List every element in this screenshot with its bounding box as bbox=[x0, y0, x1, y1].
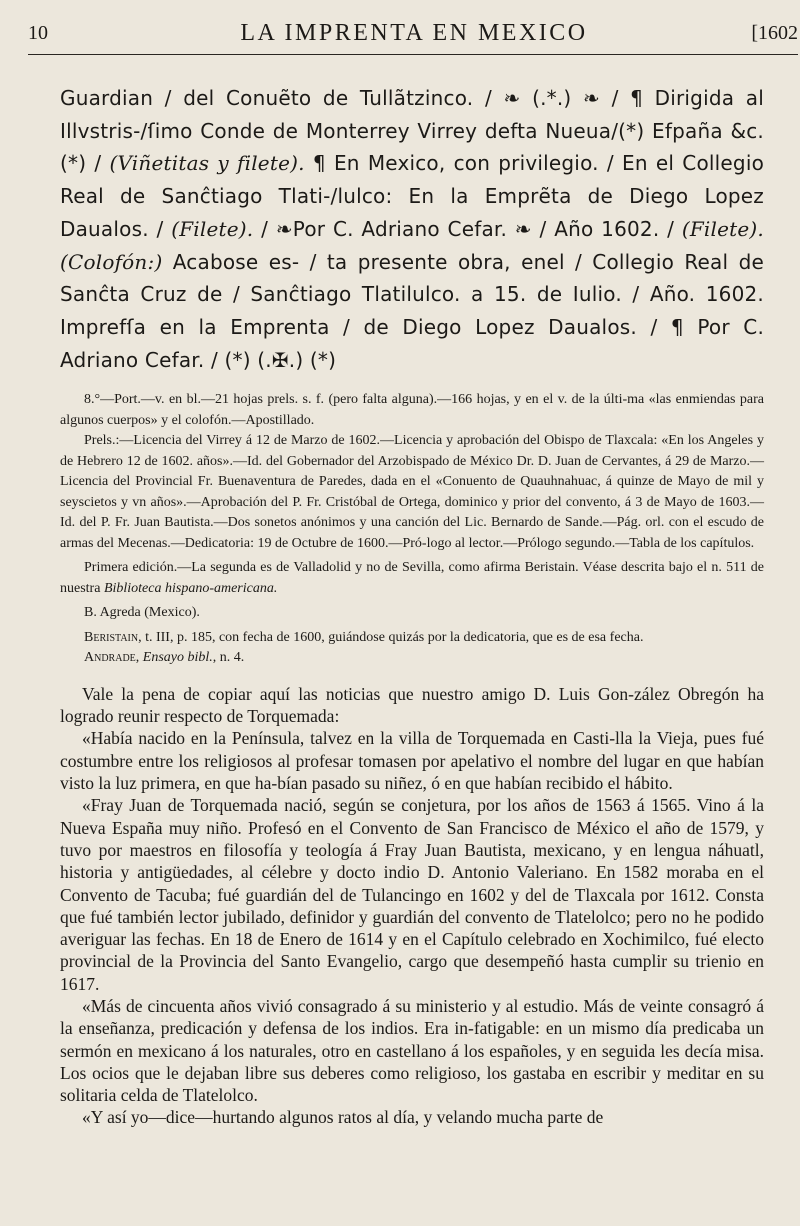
edition-reference: Biblioteca hispano-americana. bbox=[103, 580, 278, 596]
title-transcription bbox=[60, 82, 764, 376]
title-text: Guardian / del Conuẽto de Tullãtzinco. / bbox=[60, 86, 504, 110]
essay-paragraph: «Y así yo—dice—hurtando algunos ratos al día, y velando mucha parte de bbox=[82, 1107, 604, 1128]
title-editorial-note: (Filete). (Colofón:) bbox=[60, 216, 764, 274]
andrade-reference bbox=[60, 648, 764, 669]
title-editorial-note: (Viñetitas y filete). bbox=[109, 151, 305, 176]
essay-text bbox=[60, 683, 764, 1129]
author-name: Beristain bbox=[84, 629, 139, 645]
running-title: LA IMPRENTA EN MEXICO bbox=[240, 20, 588, 46]
title-text: / ¶ Dirigida al Illvstris-/ſimo Conde de Monterrey Virrey defta Nueua/(*) Efpaña &c. (*) / bbox=[60, 86, 764, 176]
title-text: Por C. Adriano Cefar. bbox=[292, 216, 515, 241]
prelims-note: Prels.:—Licencia del Virrey á 12 de Marzo de 1602.—Licencia y aprobación del Obispo de Tlaxcala: «En los Angeles y de Hebrero 12 de 1602. años».—Id. del Gobernador del Arzobispado de México Dr. D. Juan de Cervantes, á 29 de Marzo.—Licencia del Provincial Fr. Buenaventura de Paredes, dada en el «Conuento de Quauhnahuac, á quinze de Mayo de mil y seyscietos y vn años».—Aprobación del P. Fr. Cristóbal de Ortega, dominico y prior del convento, á 3 de Mayo de 1603.—Id. del P. Fr. Juan Bautista.—Dos sonetos anónimos y una canción del Lic. Bernardo de Sande.—Pág. orl. con el escudo de armas del Mecenas.—Dedicatoria: 19 de Octubre de 1600.—Pró-logo al lector.—Prólogo segundo.—Tabla de los capítulos. bbox=[60, 433, 764, 551]
header-rule bbox=[28, 54, 798, 55]
running-header bbox=[28, 12, 800, 52]
essay-paragraph: «Había nacido en la Península, talvez en la villa de Torquemada en Casti-lla la Vieja, pues fué costumbre entre los religiosos al profesar tomasen por apelativo el nombre del lugar en que habían visto la luz primera, en que ha-bían pasado su niñez, ó en que habían recibido el hábito. bbox=[60, 728, 764, 794]
collation-note: 8.°—Port.—v. en bl.—21 hojas prels. s. f. (pero falta alguna).—166 hojas, y en el v. de la últi-ma «las enmiendas para algunos cuerpos» y el colofón.—Apostillado. bbox=[60, 392, 764, 428]
essay-paragraph: Vale la pena de copiar aquí las noticias que nuestro amigo D. Luis Gon-zález Obregón ha logrado reunir respecto de Torquemada: bbox=[60, 683, 764, 727]
beristain-reference bbox=[60, 628, 764, 649]
title-editorial-note: (Filete). bbox=[171, 216, 254, 241]
title-text: (.*.) bbox=[520, 86, 583, 110]
title-text: / Año 1602. / bbox=[531, 216, 682, 241]
location-note: B. Agreda (Mexico). bbox=[84, 605, 200, 621]
reference-title: Ensayo bibl. bbox=[142, 650, 213, 666]
running-year: [1602 bbox=[751, 22, 798, 44]
title-text: Acabose es- / ta presente obra, enel / Collegio Real de Sanĉta Cruz de / Sanĉtiago Tlatilulco. a 15. de Iulio. / Año. 1602. Imprefſa en la Emprenta / de Diego Lopez Daualos. / ¶ Por C. Adriano Cefar. / (*) (.✠.) (*) bbox=[60, 249, 764, 372]
page-number: 10 bbox=[28, 22, 48, 44]
essay-paragraph: «Más de cincuenta años vivió consagrado á su ministerio y al estudio. Más de veinte consagró á la enseñanza, predicación y defensa de los indios. Era in-fatigable: en un mismo día predicaba un sermón en mexicano á los naturales, otro en castellano á los españoles, y en seguida les decía misa. Los ocios que le dejaban libre sus deberes como religioso, los gastaba en escribir y meditar en su solitaria celda de Tlatelolco. bbox=[60, 995, 764, 1106]
reference-text: , t. III, p. 185, con fecha de 1600, guiándose quizás por la dedicatoria, que es de esa fecha. bbox=[138, 629, 644, 645]
title-text: ¶ En Mexico, con privilegio. / En el Collegio Real de Sanĉtiago Tlati-/lulco: En la Emprẽta de Diego Lopez Daualos. / bbox=[60, 151, 765, 241]
fleuron-icon: ❧ bbox=[275, 216, 293, 241]
reference-text: , bbox=[135, 650, 143, 666]
edition-note bbox=[60, 558, 764, 599]
page-body bbox=[60, 82, 764, 1129]
fleuron-icon: ❧ bbox=[583, 86, 600, 110]
edition-text: Primera edición.—La segunda es de Valladolid y no de Sevilla, como afirma Beristain. Véase descrita bajo el n. 511 de nuestra bbox=[60, 560, 764, 596]
reference-text: , n. 4. bbox=[212, 650, 245, 666]
author-name: Andrade bbox=[84, 650, 136, 666]
fleuron-icon: ❧ bbox=[503, 86, 521, 110]
bibliographic-notes bbox=[60, 390, 764, 669]
fleuron-icon: ❧ bbox=[514, 216, 532, 241]
title-text: / bbox=[253, 216, 276, 241]
essay-paragraph: «Fray Juan de Torquemada nació, según se conjetura, por los años de 1563 á 1565. Vino á la Nueva España muy niño. Profesó en el Convento de San Francisco de México el año de 1579, y tuvo por maestros en filosofía y teología á Fray Juan Bautista, mexicano, y en lengua náhuatl, historia y antigüedades, al célebre y docto indio D. Antonio Valeriano. En 1582 moraba en el Convento de Tacuba; fué guardián del de Tulancingo en 1602 y del de Tlaxcala por 1612. Consta que fué también lector jubilado, definidor y guardián del convento de Tlatelolco; pero no he podido averiguar las fechas. En 18 de Enero de 1614 y en el Capítulo celebrado en Xochimilco, fué electo provincial de la Provincia del Santo Evangelio, cargo que desempeñó hasta cumplir su trienio en 1617. bbox=[60, 795, 764, 994]
